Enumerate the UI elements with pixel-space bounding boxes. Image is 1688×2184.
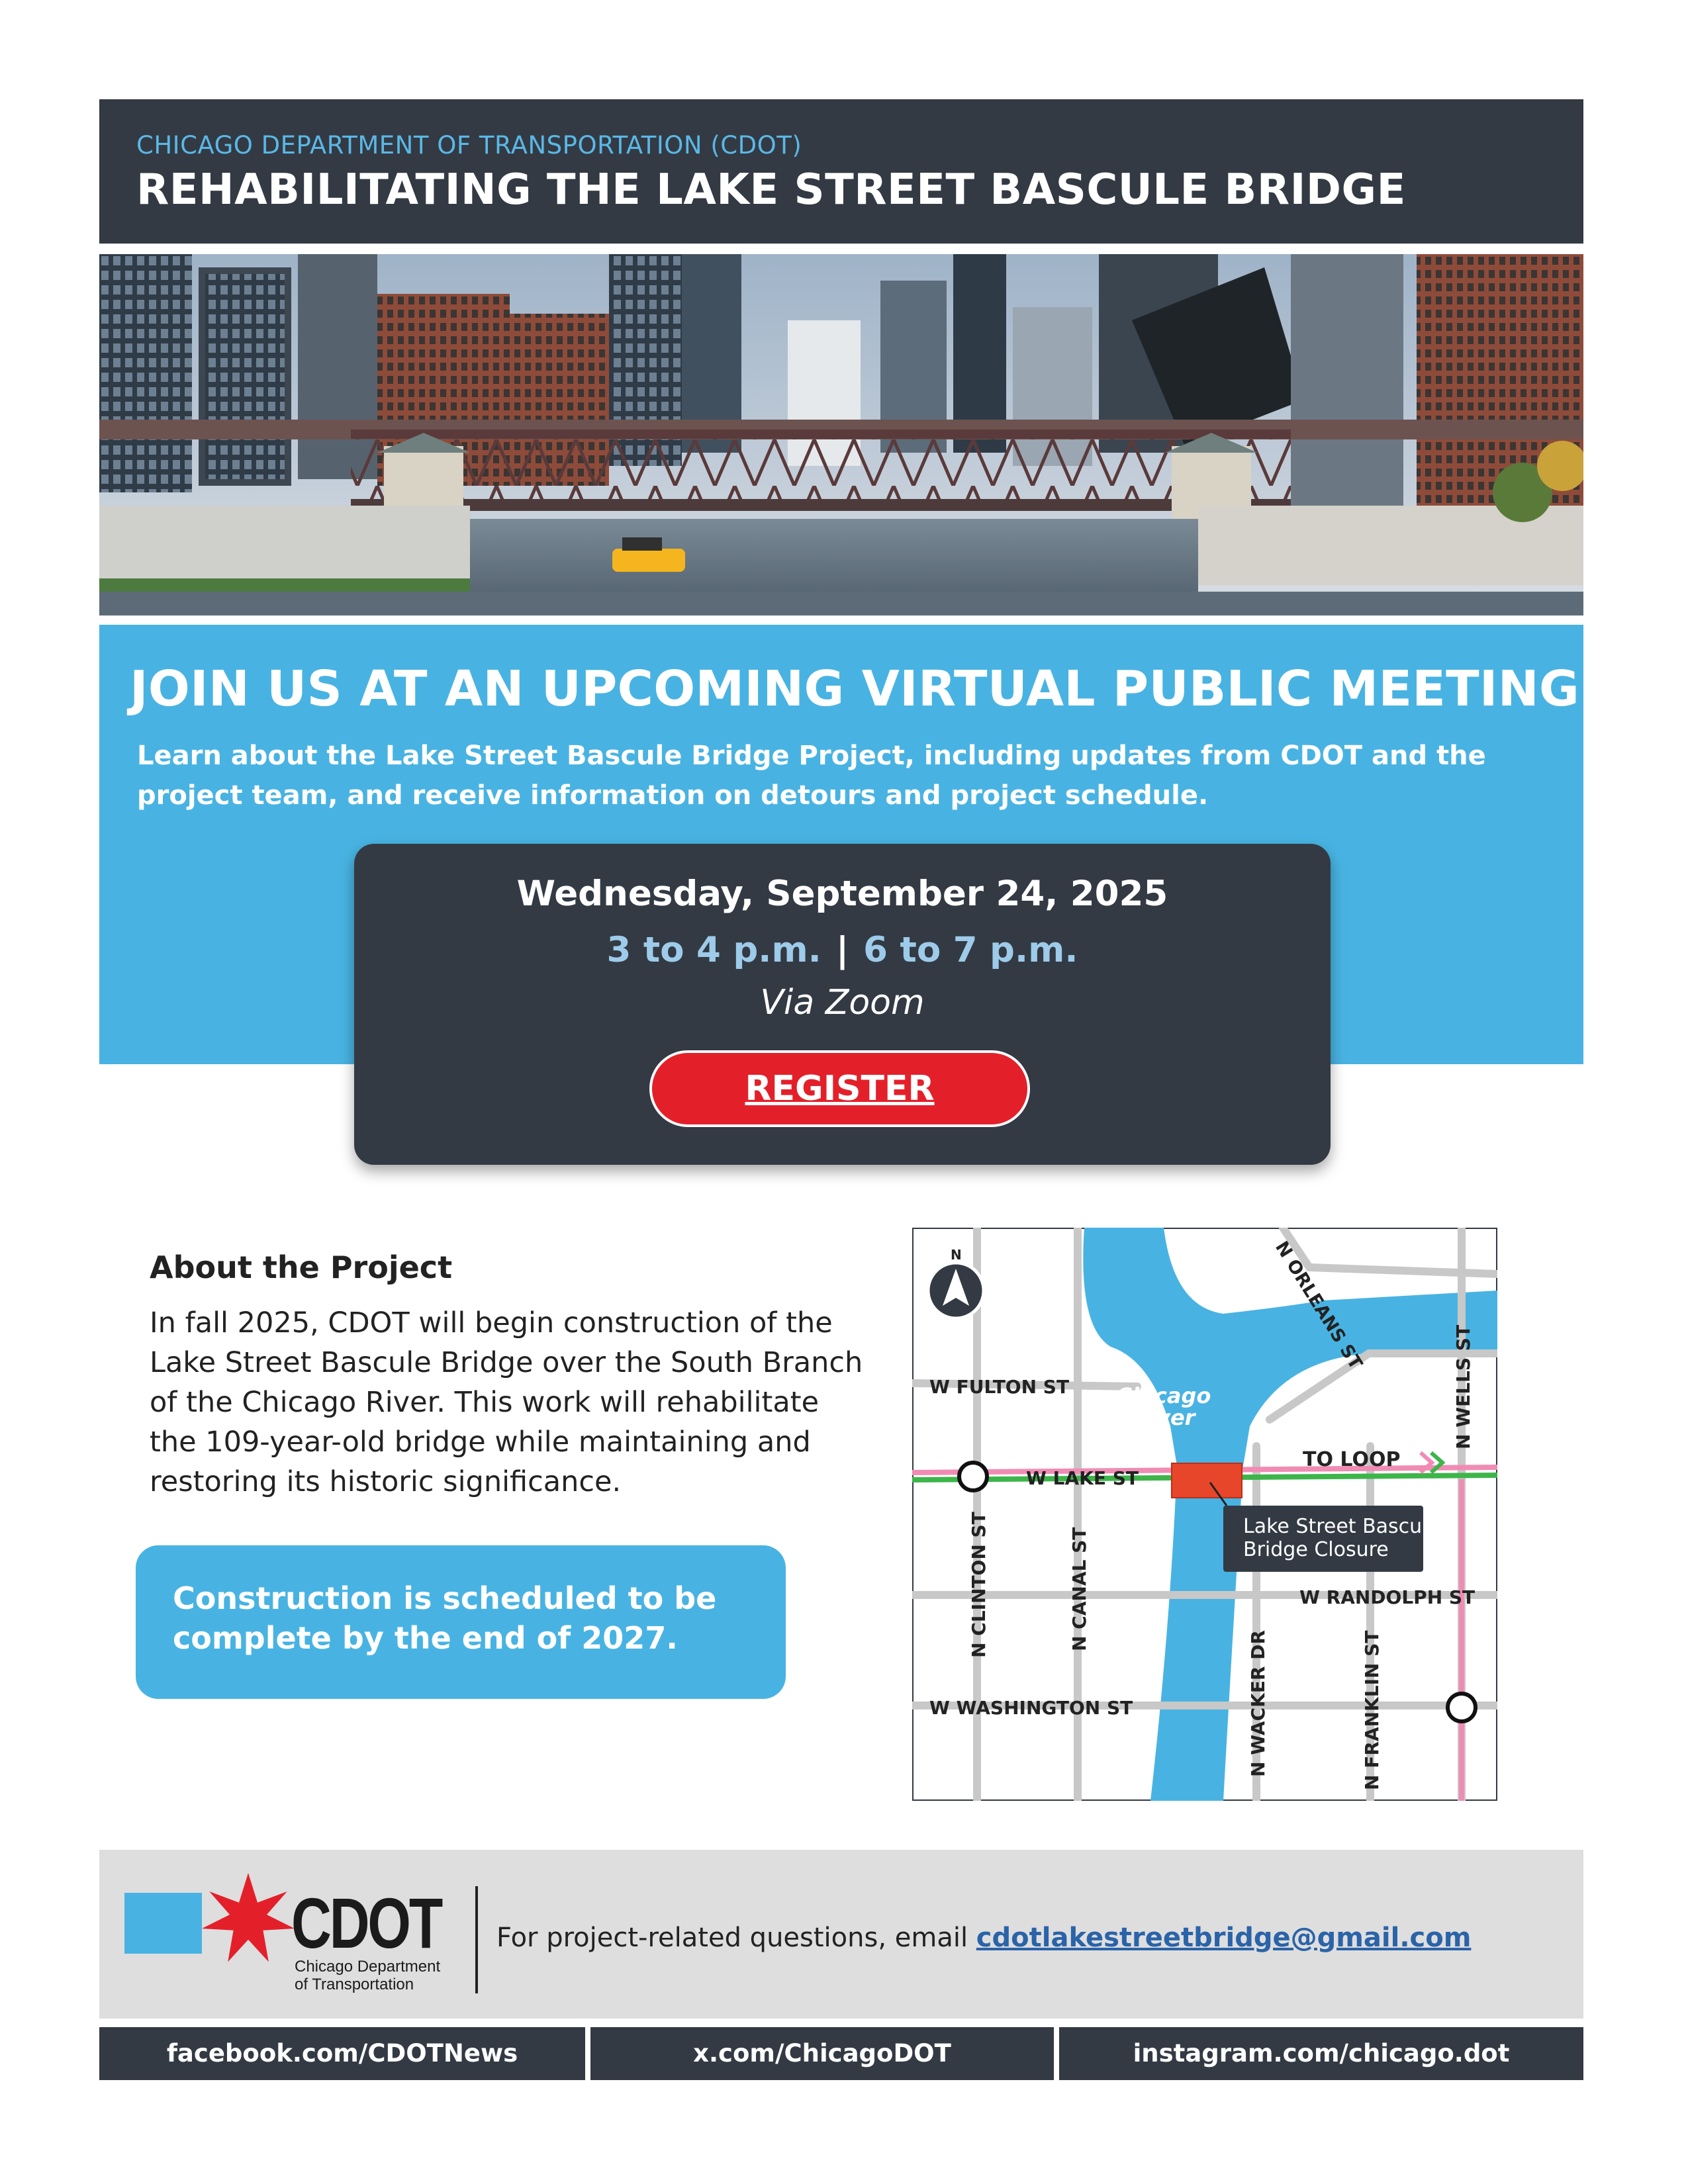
header-bar	[99, 99, 1583, 244]
email-link[interactable]: cdotlakestreetbridge@gmail.com	[976, 1923, 1472, 1953]
contact-text	[496, 1923, 1471, 1953]
org-name: CHICAGO DEPARTMENT OF TRANSPORTATION (CDOT)	[136, 131, 802, 159]
about-line: Lake Street Bascule Bridge over the South Branch	[150, 1346, 863, 1379]
page-title: REHABILITATING THE LAKE STREET BASCULE BRIDGE	[136, 165, 1406, 214]
time-separator: |	[835, 930, 849, 970]
event-date: Wednesday, September 24, 2025	[516, 874, 1168, 914]
closure-label-1: Lake Street Bascule	[1243, 1515, 1440, 1538]
event-time-1: 3 to 4 p.m.	[606, 930, 821, 970]
fulton-label: W FULTON ST	[929, 1376, 1070, 1398]
chicago-star-icon	[202, 1873, 295, 1966]
wells-label: N WELLS ST	[1452, 1324, 1474, 1449]
orleans-label: N ORLEANS ST	[1271, 1238, 1366, 1373]
wacker-label: N WACKER DR	[1247, 1630, 1269, 1777]
event-time-2: 6 to 7 p.m.	[863, 930, 1078, 970]
closure-label-2: Bridge Closure	[1243, 1538, 1389, 1561]
logo-subtitle-2: of Transportation	[295, 1976, 414, 1993]
north-label: N	[951, 1247, 962, 1263]
instagram-link[interactable]: instagram.com/chicago.dot	[1059, 2027, 1583, 2080]
randolph-label: W RANDOLPH ST	[1299, 1586, 1476, 1608]
meeting-description: Learn about the Lake Street Bascule Bridge Project, including updates from CDOT and the project team, and receive information on detours and project schedule.	[137, 741, 1486, 811]
event-card	[354, 844, 1331, 1165]
logo-flag-block	[124, 1893, 202, 1954]
franklin-label: N FRANKLIN ST	[1361, 1630, 1383, 1790]
footer-contact-bar	[99, 1850, 1583, 2019]
canal-label: N CANAL ST	[1068, 1527, 1090, 1651]
completion-callout	[136, 1545, 786, 1699]
about-line: the 109-year-old bridge while maintaining and	[150, 1426, 811, 1459]
meeting-heading: JOIN US AT AN UPCOMING VIRTUAL PUBLIC MEETING	[130, 660, 1580, 717]
logo-wordmark: CDOT	[291, 1883, 442, 1963]
event-times	[354, 930, 1331, 970]
bridge-photo	[99, 254, 1583, 615]
to-loop-label: TO LOOP	[1303, 1448, 1401, 1471]
project-map	[912, 1228, 1497, 1801]
about-line: restoring its historic significance.	[150, 1465, 622, 1498]
footer-divider	[475, 1886, 478, 1993]
event-platform: Via Zoom	[760, 983, 925, 1023]
contact-prefix: For project-related questions, email	[496, 1923, 976, 1953]
x-link[interactable]: x.com/ChicagoDOT	[590, 2027, 1054, 2080]
clinton-label: N CLINTON ST	[968, 1512, 990, 1658]
river-label-1: Chicago	[1116, 1383, 1211, 1408]
lake-label: W LAKE ST	[1026, 1467, 1139, 1489]
logo-subtitle-1: Chicago Department	[295, 1958, 441, 1976]
river-label-2: RIver	[1132, 1405, 1196, 1430]
about-line: of the Chicago River. This work will rehabilitate	[150, 1386, 820, 1419]
facebook-link[interactable]: facebook.com/CDOTNews	[99, 2027, 585, 2080]
about-title: About the Project	[150, 1250, 453, 1285]
washington-label: W WASHINGTON ST	[929, 1697, 1133, 1719]
completion-text: Construction is scheduled to be complete by the end of 2027.	[173, 1580, 717, 1656]
about-line: In fall 2025, CDOT will begin construction of the	[150, 1306, 833, 1340]
register-button[interactable]: REGISTER	[649, 1050, 1030, 1127]
